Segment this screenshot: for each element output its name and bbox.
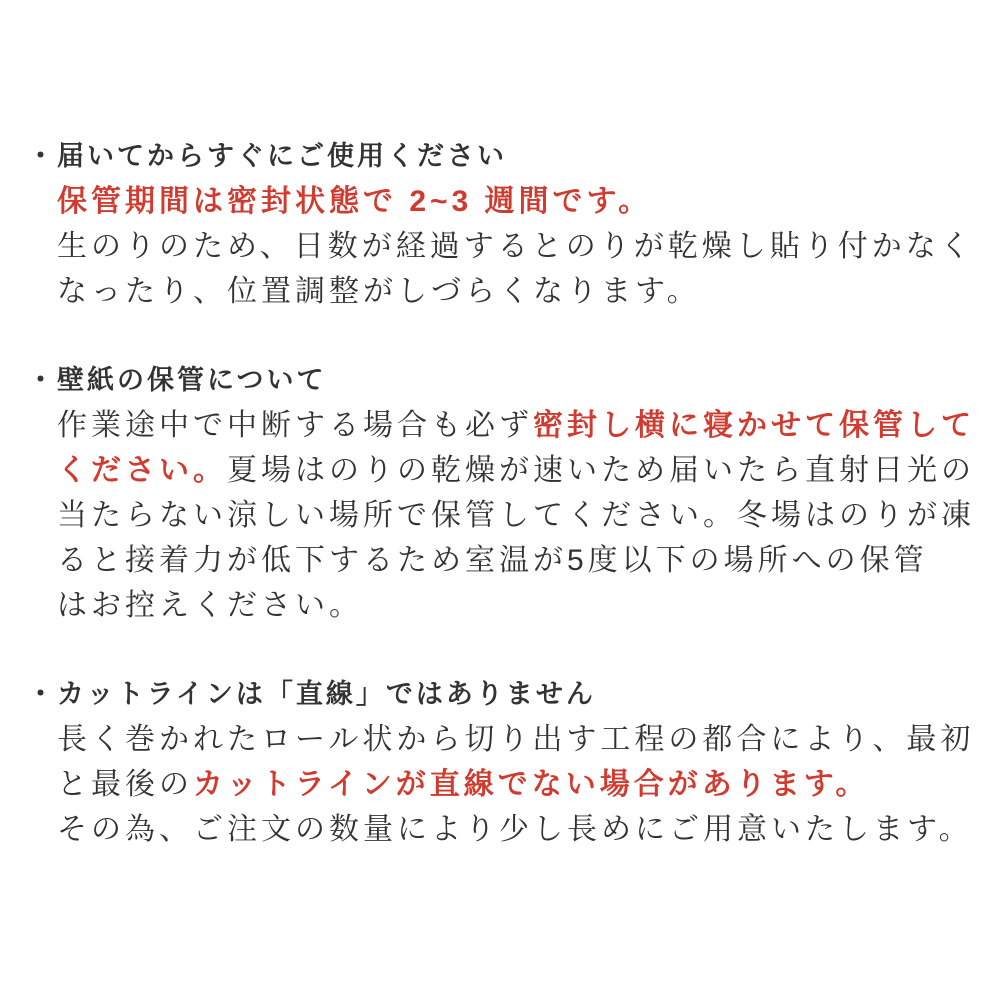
body-text: なったり、位置調整がしづらくなります。 — [57, 275, 701, 308]
text-line — [57, 269, 990, 314]
text-line — [57, 807, 990, 852]
section-heading-text: カットラインは「直線」ではありません — [57, 679, 596, 709]
text-line — [57, 583, 990, 628]
body-text: 生のりのため、日数が経過するとのりが乾燥し貼り付かなく — [57, 230, 974, 263]
text-line — [57, 179, 990, 224]
emphasized-text: ください。 — [57, 454, 227, 487]
body-text: 長く巻かれたロール状から切り出す工程の都合により、最初 — [57, 723, 975, 756]
emphasized-text: カットラインが直線でない場合があります。 — [193, 768, 870, 801]
emphasized-text: 密封し横に寝かせて保管して — [533, 409, 975, 442]
section-cut-line — [27, 672, 990, 852]
text-line — [57, 224, 990, 269]
body-text: と最後の — [57, 768, 193, 801]
body-text: 夏場はのりの乾燥が速いため届いたら直射日光の — [227, 454, 975, 487]
emphasized-text: 保管期間は密封状態で 2~3 週間です。 — [57, 185, 653, 218]
body-text: 当たらない涼しい場所で保管してください。冬場はのりが凍 — [57, 499, 975, 532]
section-use-immediately — [27, 134, 990, 314]
bullet-marker: ・ — [27, 141, 57, 171]
section-heading-line — [27, 358, 990, 403]
text-line — [57, 717, 990, 762]
body-text: ると接着力が低下するため室温が5度以下の場所への保管 — [57, 544, 928, 577]
section-heading-text: 壁紙の保管について — [57, 365, 327, 395]
body-text: 作業途中で中断する場合も必ず — [57, 409, 533, 442]
bullet-marker: ・ — [27, 365, 57, 395]
section-heading-text: 届いてからすぐにご使用ください — [57, 141, 507, 171]
text-line — [57, 493, 990, 538]
body-text: はお控えください。 — [57, 589, 363, 622]
section-wallpaper-storage — [27, 358, 990, 628]
text-line — [57, 448, 990, 493]
bullet-marker: ・ — [27, 679, 57, 709]
text-line — [57, 538, 990, 583]
text-line — [57, 403, 990, 448]
section-heading-line — [27, 134, 990, 179]
text-line — [57, 762, 990, 807]
body-text: その為、ご注文の数量により少し長めにご用意いたします。 — [57, 813, 973, 846]
section-heading-line — [27, 672, 990, 717]
